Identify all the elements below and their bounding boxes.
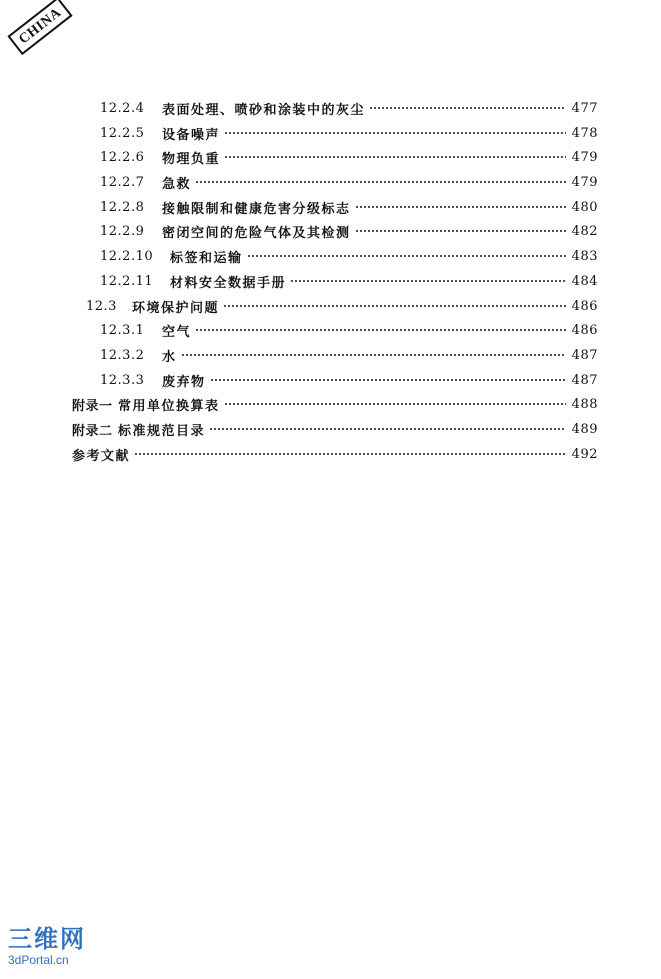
toc-leader [195, 325, 566, 335]
toc-page: 479 [571, 174, 598, 190]
toc-number: 附录二 [72, 423, 113, 439]
toc-number: 12.2.8 [100, 199, 145, 215]
toc-leader [355, 202, 566, 212]
toc-title: 参考文献 [72, 448, 131, 464]
toc-number: 12.2.9 [100, 223, 145, 239]
toc-number: 12.2.11 [100, 273, 154, 289]
toc-leader [224, 152, 566, 162]
toc-leader [223, 301, 566, 311]
toc-row [72, 419, 598, 439]
toc-leader [224, 128, 566, 138]
toc-leader [209, 424, 566, 434]
toc-page: 486 [571, 298, 598, 314]
toc-number: 12.2.6 [100, 149, 145, 165]
toc-number: 附录一 [72, 398, 113, 414]
toc-title: 材料安全数据手册 [170, 275, 287, 291]
toc-title: 表面处理、喷砂和涂装中的灰尘 [162, 102, 366, 118]
toc-page: 478 [571, 125, 598, 141]
toc-page: 483 [571, 248, 598, 264]
toc-page: 482 [571, 223, 598, 239]
watermark-url: 3dPortal.cn [8, 953, 69, 967]
toc-row [100, 147, 598, 167]
toc-leader [290, 276, 566, 286]
toc-row [100, 271, 598, 291]
toc-leader [247, 251, 566, 261]
toc-title: 密闭空间的危险气体及其检测 [162, 225, 351, 241]
toc-row [100, 246, 598, 266]
toc-page: 477 [571, 100, 598, 116]
toc-row [100, 221, 598, 241]
toc-row [86, 296, 598, 316]
toc-title: 废弃物 [162, 374, 206, 390]
toc-title: 接触限制和健康危害分级标志 [162, 201, 351, 217]
toc-row [100, 98, 598, 118]
toc-row [72, 394, 598, 414]
toc-number: 12.3.2 [100, 347, 145, 363]
toc-row [100, 123, 598, 143]
toc-title: 环境保护问题 [132, 300, 220, 316]
toc-number: 12.3.1 [100, 322, 145, 338]
watermark-brand: 三维网 [8, 926, 86, 953]
toc-title: 设备噪声 [162, 127, 221, 143]
toc-page: 492 [571, 446, 598, 462]
toc-number: 12.2.4 [100, 100, 145, 116]
toc-title: 标签和运输 [170, 250, 243, 266]
toc-title: 急救 [162, 176, 192, 192]
china-stamp: CHINA [7, 0, 72, 55]
toc-row [100, 172, 598, 192]
toc-page: 487 [571, 347, 598, 363]
toc-title: 标准规范目录 [118, 423, 206, 439]
toc-number: 12.2.5 [100, 125, 145, 141]
site-watermark [8, 927, 86, 967]
toc-page: 487 [571, 372, 598, 388]
toc-leader [210, 375, 566, 385]
toc-row [100, 197, 598, 217]
toc-page: 480 [571, 199, 598, 215]
toc-row [100, 320, 598, 340]
toc-page: 486 [571, 322, 598, 338]
toc-number: 12.3.3 [100, 372, 145, 388]
toc-number: 12.2.7 [100, 174, 145, 190]
toc-page: 479 [571, 149, 598, 165]
toc-page: 489 [571, 421, 598, 437]
toc-title: 空气 [162, 324, 192, 340]
toc-row [72, 444, 598, 464]
toc-number: 12.3 [86, 298, 117, 314]
toc-page: 484 [571, 273, 598, 289]
toc-title: 常用单位换算表 [118, 398, 220, 414]
toc-title: 水 [162, 349, 177, 365]
toc-page: 488 [571, 396, 598, 412]
toc-leader [134, 449, 566, 459]
toc-leader [355, 226, 566, 236]
toc-leader [195, 177, 566, 187]
toc-row [100, 370, 598, 390]
toc-leader [369, 103, 566, 113]
toc-number: 12.2.10 [100, 248, 154, 264]
toc-leader [181, 350, 566, 360]
toc-leader [224, 399, 566, 409]
toc-row [100, 345, 598, 365]
toc-title: 物理负重 [162, 151, 221, 167]
